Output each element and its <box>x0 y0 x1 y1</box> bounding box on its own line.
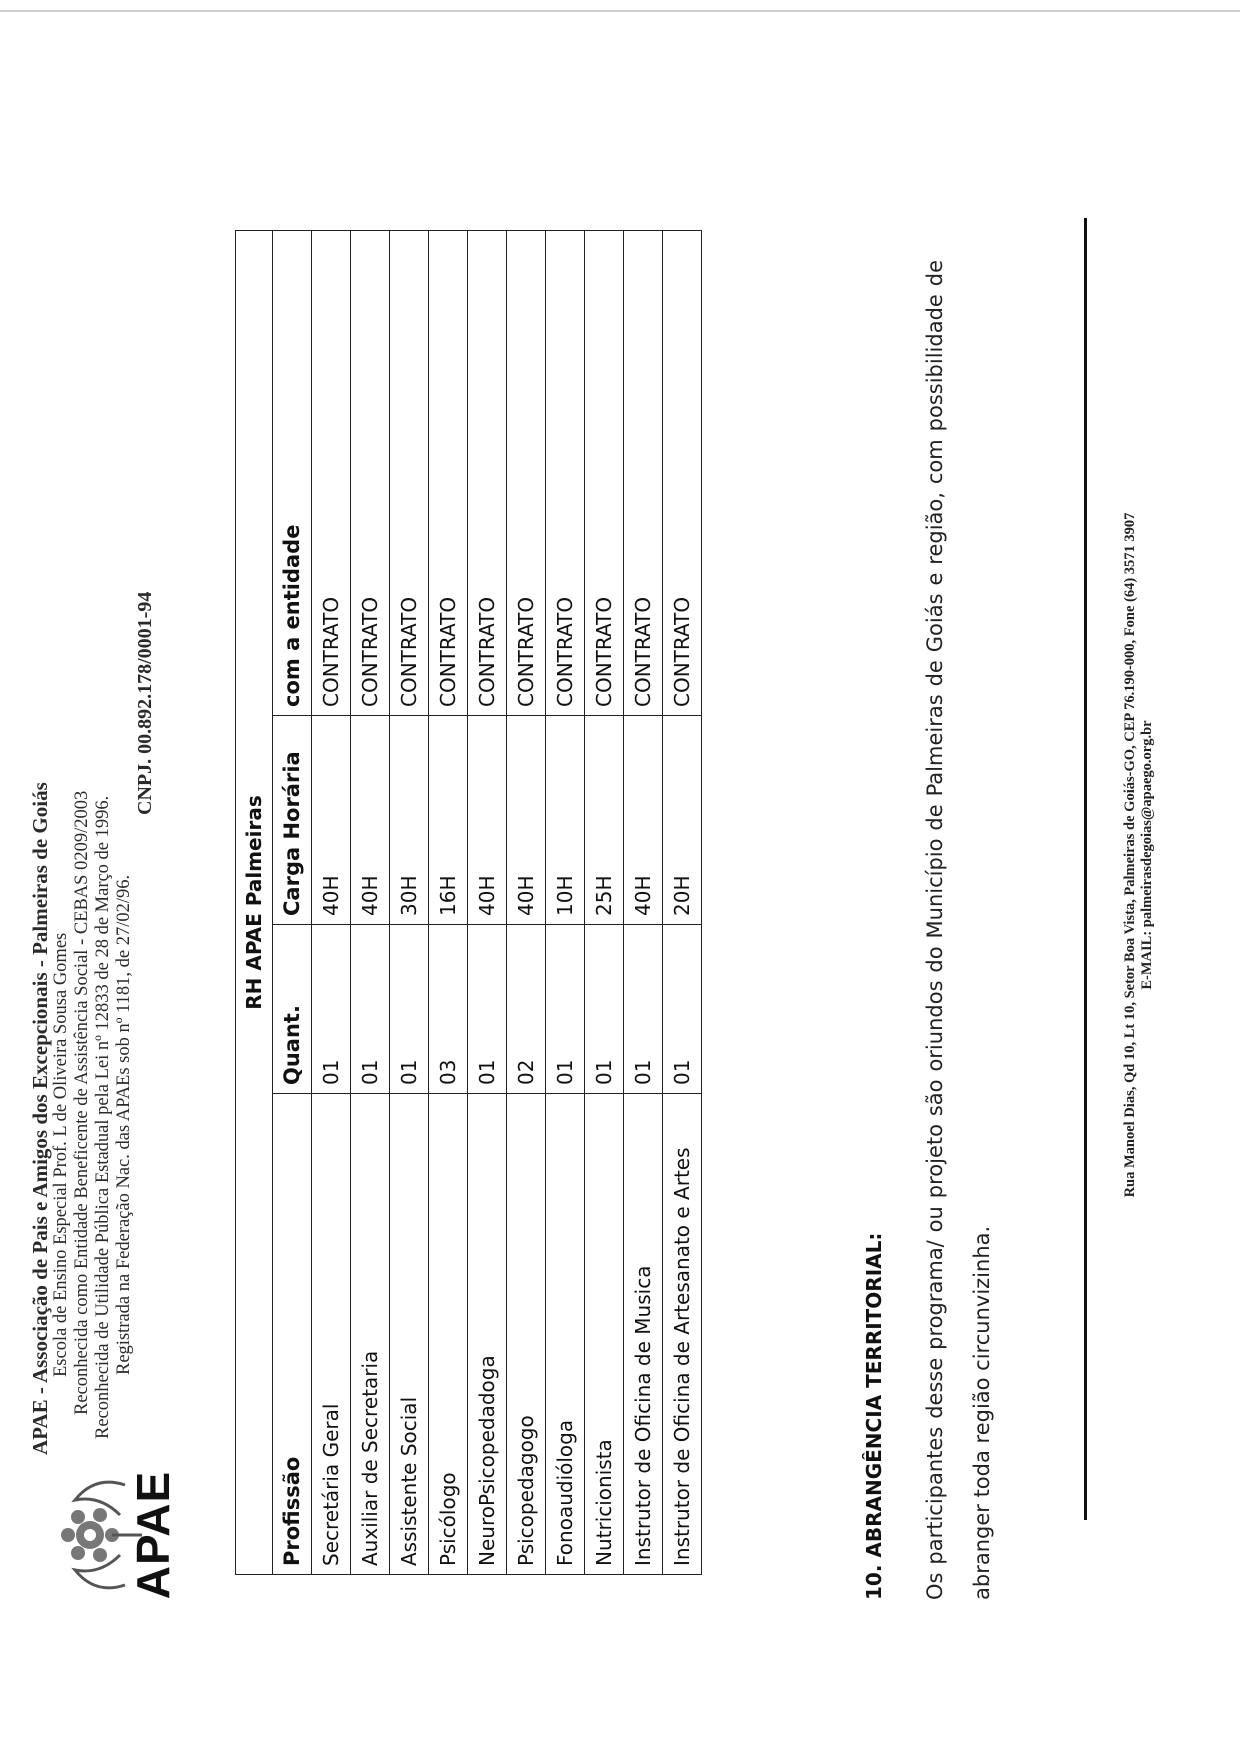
cell-vinculo: CONTRATO <box>390 231 429 716</box>
table-row <box>468 231 507 1575</box>
table-row <box>585 231 624 1575</box>
cell-vinculo: CONTRATO <box>468 231 507 716</box>
letterhead-school: Escola de Ensino Especial Prof. L de Oliveira Sousa Gomes <box>51 932 71 1377</box>
table-row <box>429 231 468 1575</box>
table-header-row <box>273 231 312 1575</box>
cell-quant: 01 <box>390 925 429 1094</box>
cell-quant: 01 <box>585 925 624 1094</box>
cell-carga: 16H <box>429 716 468 925</box>
cell-profissao: Assistente Social <box>390 1094 429 1575</box>
section-paragraph: Os participantes desse programa/ ou projeto são oriundos do Município de Palmeiras de Goiás e região, com possibilidade de abranger toda região circunvizinha. <box>923 260 994 1600</box>
header-quant: Quant. <box>273 925 312 1094</box>
cell-quant: 01 <box>351 925 390 1094</box>
footer-address: Rua Manoel Dias, Qd 10, Lt 10, Setor Boa Vista, Palmeiras de Goiás-GO, CEP 76.190-000, Fone (64) 3571 3907 <box>1122 512 1138 1198</box>
cell-quant: 02 <box>507 925 546 1094</box>
cell-profissao: Instrutor de Oficina de Musica <box>624 1094 663 1575</box>
table-row <box>390 231 429 1575</box>
cell-profissao: Secretária Geral <box>312 1094 351 1575</box>
letterhead-cebas: Reconhecida como Entidade Beneficente de Assistência Social - CEBAS 0209/2003 <box>72 790 92 1415</box>
header-profissao: Profissão <box>273 1094 312 1575</box>
table-row <box>546 231 585 1575</box>
cell-quant: 01 <box>312 925 351 1094</box>
table-row <box>351 231 390 1575</box>
cell-carga: 40H <box>624 716 663 925</box>
cell-vinculo: CONTRATO <box>624 231 663 716</box>
rh-table <box>235 230 702 1575</box>
cell-vinculo: CONTRATO <box>663 231 702 716</box>
letterhead <box>30 375 156 1455</box>
letterhead-org-name: APAE - Associação de Pais e Amigos dos Excepcionais - Palmeiras de Goiás <box>28 782 52 1455</box>
cell-profissao: Psicólogo <box>429 1094 468 1575</box>
cell-profissao: NeuroPsicopedadoga <box>468 1094 507 1575</box>
cell-quant: 01 <box>468 925 507 1094</box>
footer-divider <box>1084 218 1087 1520</box>
cell-carga: 40H <box>468 716 507 925</box>
cell-carga: 40H <box>351 716 390 925</box>
cell-vinculo: CONTRATO <box>351 231 390 716</box>
letterhead-utilidade-publica: Reconhecida de Utilidade Pública Estadual pela Lei nº 12833 de 28 de Março de 1996. <box>93 795 113 1439</box>
table-row <box>312 231 351 1575</box>
cell-carga: 30H <box>390 716 429 925</box>
cell-profissao: Fonoaudióloga <box>546 1094 585 1575</box>
section-title: 10. ABRANGÊNCIA TERRITORIAL: <box>862 1232 886 1600</box>
table-title: RH APAE Palmeiras <box>236 231 273 1575</box>
cell-carga: 10H <box>546 716 585 925</box>
cell-carga: 40H <box>507 716 546 925</box>
cell-vinculo: CONTRATO <box>312 231 351 716</box>
cell-profissao: Auxiliar de Secretaria <box>351 1094 390 1575</box>
cell-vinculo: CONTRATO <box>429 231 468 716</box>
footer <box>1122 255 1156 1455</box>
cell-profissao: Nutricionista <box>585 1094 624 1575</box>
header-com-a-entidade: com a entidade <box>273 231 312 716</box>
cell-quant: 01 <box>546 925 585 1094</box>
cell-carga: 25H <box>585 716 624 925</box>
logo-wordmark: APAE <box>127 1470 179 1600</box>
table-row <box>624 231 663 1575</box>
cell-vinculo: CONTRATO <box>585 231 624 716</box>
cell-quant: 01 <box>624 925 663 1094</box>
cell-profissao: Psicopedagogo <box>507 1094 546 1575</box>
cell-vinculo: CONTRATO <box>546 231 585 716</box>
footer-email: E-MAIL: palmeirasdegoias@apaego.org.br <box>1139 720 1155 990</box>
table-row <box>507 231 546 1575</box>
letterhead-cnpj: CNPJ. 00.892.178/0001-94 <box>134 591 156 815</box>
table-row <box>663 231 702 1575</box>
header-carga-horaria: Carga Horária <box>273 716 312 925</box>
cell-carga: 20H <box>663 716 702 925</box>
cell-vinculo: CONTRATO <box>507 231 546 716</box>
cell-carga: 40H <box>312 716 351 925</box>
cell-quant: 03 <box>429 925 468 1094</box>
cell-profissao: Instrutor de Oficina de Artesanato e Artes <box>663 1094 702 1575</box>
cell-quant: 01 <box>663 925 702 1094</box>
letterhead-federacao: Registrada na Federação Nac. das APAEs sob nº 1181, de 27/02/96. <box>114 874 134 1375</box>
